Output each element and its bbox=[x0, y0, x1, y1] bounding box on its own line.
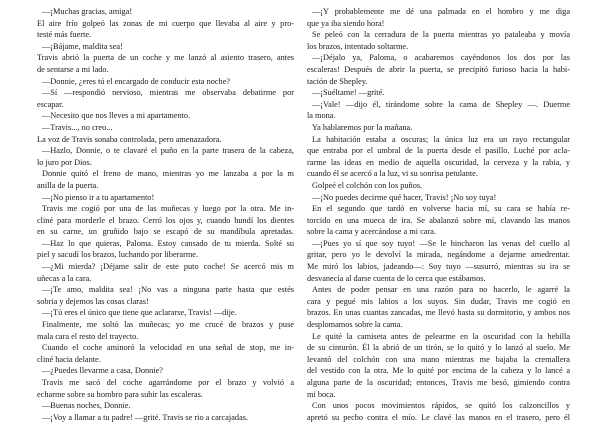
text-line: anilla de la puerta. bbox=[37, 180, 99, 190]
text-line: cliné hacia delante. bbox=[37, 354, 101, 364]
text-line: gritar, pero yo le devolví la mirada, negándome a dejarme amedrentar. bbox=[307, 250, 570, 260]
text-line: Ya hablaremos por la mañana. bbox=[312, 122, 413, 132]
left-page bbox=[37, 6, 294, 423]
text-line: —¡Bájame, maldita sea! bbox=[42, 41, 123, 51]
text-line: —¡Voy a llamar a tu padre! —grité. Travis se rio a carcajadas. bbox=[42, 412, 249, 422]
text-line: los brazos, intentado soltarme. bbox=[307, 41, 409, 51]
text-line: escaleras! Después de abrir la puerta, se precipitó furioso hacia la habi- bbox=[307, 64, 570, 74]
text-line: levantó del colchón con una mano mientras me bajaba la cremallera bbox=[307, 354, 570, 364]
text-line: en su carne, un gruñido bajo se escapó de su mandíbula apretadas. bbox=[37, 227, 294, 237]
text-line: la mona. bbox=[307, 111, 336, 121]
text-line: —¡Pues yo sí que soy tuyo! —Se le hincharon las venas del cuello al bbox=[312, 238, 570, 248]
text-line: alguna parte de la oscuridad; entonces, Travis me besó, gimiendo contra bbox=[307, 378, 570, 387]
text-line: —Necesito que nos lleves a mi apartamento. bbox=[42, 111, 191, 121]
text-line: En el segundo que tardó en volverse hacia mí, su cara se había re- bbox=[312, 204, 570, 214]
text-line: de su cinturón. Él la abrió de un tirón, se lo quitó y lo lanzó al suelo. Me bbox=[307, 343, 570, 353]
text-line: tación de Shepley. bbox=[307, 76, 368, 86]
text-line: cuando él se acercó a la luz, vi su sonrisa petulante. bbox=[307, 169, 478, 179]
text-line: Me miró los labios, jadeando—: Soy tuyo —susurró, mientras su ira se bbox=[307, 262, 570, 272]
text-line: —¡Muchas gracias, amiga! bbox=[42, 7, 133, 16]
text-line: uñecas a la cara. bbox=[37, 273, 92, 283]
text-line: El aire frío golpeó las zonas de mi cuerpo que llevaba al aire y pro- bbox=[37, 18, 294, 28]
text-line: Con unos pocos movimientos rápidos, se quitó los calzoncillos y bbox=[312, 401, 570, 411]
text-line: echarme sobre su hombro para subir las escaleras. bbox=[37, 389, 203, 399]
text-line: —¡No pienso ir a tu apartamento! bbox=[42, 192, 155, 202]
text-line: del vestido con la otra. Me lo quité por encima de la cabeza y lo lancé a bbox=[307, 366, 570, 376]
text-line: La habitación estaba a oscuras; la única luz era un rayo rectangular bbox=[312, 134, 570, 144]
text-line: apretó su pecho contra el mío. Le clavé las manos en el trasero, pero él bbox=[307, 412, 570, 422]
text-line: Donnie quitó el freno de mano, mientras yo me lanzaba a por la m bbox=[42, 169, 294, 179]
text-line: —¡Déjalo ya, Paloma, o acabaremos cayéndonos los dos por las bbox=[312, 53, 570, 63]
text-line: escapar. bbox=[37, 99, 64, 109]
text-line: cliné para morderle el brazo. Cerró los ojos y, cuando hundí los dientes bbox=[37, 215, 294, 225]
text-line: —¡Vale! —dijo él, tirándome sobre la cama de Shepley —. Duerme bbox=[312, 99, 570, 109]
text-line: lo juro por Dios. bbox=[37, 157, 92, 167]
text-line: rarme las ideas en medio de aquella oscuridad, la cerveza y la rabia, y bbox=[307, 157, 570, 167]
text-line: Travis me cogió por una de las muñecas y luego por la otra. Me in- bbox=[42, 204, 294, 214]
text-line: La voz de Travis sonaba controlada, pero amenazadora. bbox=[37, 134, 222, 144]
text-line: Golpeé el colchón con los puños. bbox=[312, 180, 423, 190]
text-line: —¡Y probablemente me dé una palmada en el hombro y me diga bbox=[312, 7, 570, 16]
right-page bbox=[307, 6, 570, 423]
text-line: —Haz lo que quieras, Paloma. Estoy cansado de tu mierda. Solté su bbox=[42, 238, 294, 248]
text-line: que entraba por el umbral de la puerta desde el pasillo. Luché por acla- bbox=[307, 146, 570, 156]
text-line: sobre la cama y acercándose a mi cara. bbox=[307, 227, 436, 237]
text-line: —Sí —respondió nervioso, mientras me observaba debatirme por bbox=[42, 88, 294, 98]
text-line: —Hazlo, Donnie, o te clavaré el puño en la parte trasera de la cabeza, bbox=[42, 146, 294, 156]
text-line: —¿Mi mierda? ¡Déjame salir de este puto coche! Se acercó mis m bbox=[42, 262, 294, 272]
text-line: desvanecía al darse cuenta de lo cerca que estábamos. bbox=[307, 273, 486, 283]
text-line: —¡Suéltame! —grité. bbox=[312, 88, 385, 98]
text-line: desplomamos sobre la cama. bbox=[307, 320, 403, 330]
text-line: de sentarse a mi lado. bbox=[37, 64, 109, 74]
text-line: Travis abrió la puerta de un coche y me lanzó al asiento trasero, antes bbox=[37, 53, 294, 63]
text-line: piel y sacudí los brazos, luchando por liberarme. bbox=[37, 250, 199, 260]
text-line: brazos. En unas cuantas zancadas, me llevó hasta su dormitorio, y ambos nos bbox=[307, 308, 570, 318]
text-line: testé más fuerte. bbox=[37, 30, 92, 40]
text-line: —¡No puedes decirme qué hacer, Travis! ¡No soy tuya! bbox=[312, 192, 497, 202]
text-line: Le quité la camiseta antes de pelearme en la oscuridad con la hebilla bbox=[312, 331, 570, 341]
text-line: Finalmente, me soltó las muñecas; yo me crucé de brazos y puse bbox=[42, 320, 294, 330]
text-line: —¡Te amo, maldita sea! ¡No vas a ninguna parte hasta que estés bbox=[42, 285, 294, 295]
text-line: sobria y dejemos las cosas claras! bbox=[37, 296, 149, 306]
text-line: mala cara el resto del trayecto. bbox=[37, 331, 139, 341]
text-line: —Travis..., no creo... bbox=[42, 122, 113, 132]
text-line: que ya iba siendo hora! bbox=[307, 18, 385, 28]
text-line: Antes de poder pensar en una razón para no hacerlo, le agarré la bbox=[312, 285, 570, 295]
text-line: —¿Puedes llevarme a casa, Donnie? bbox=[42, 366, 163, 376]
text-line: cara y pegué mis labios a los suyos. Sin dudar, Travis me cogió en bbox=[307, 296, 570, 306]
text-line: —Donnie, ¿eres tú el encargado de conducir esta noche? bbox=[42, 76, 231, 86]
text-line: mi boca. bbox=[307, 389, 336, 399]
text-line: Se peleó con la cerradura de la puerta mientras yo pataleaba y movía bbox=[312, 30, 570, 40]
text-line: —Buenas noches, Donnie. bbox=[42, 401, 131, 411]
text-line: Cuando el coche aminoró la velocidad en una señal de stop, me in- bbox=[42, 343, 294, 353]
text-line: torcido en una mueca de ira. Se abalanzó sobre mí, clavando las manos bbox=[307, 215, 570, 225]
text-line: Travis me sacó del coche agarrándome por el brazo y volvió a bbox=[42, 378, 294, 387]
text-line: —¡Tú eres el único que tiene que aclararse, Travis! —dije. bbox=[42, 308, 237, 318]
